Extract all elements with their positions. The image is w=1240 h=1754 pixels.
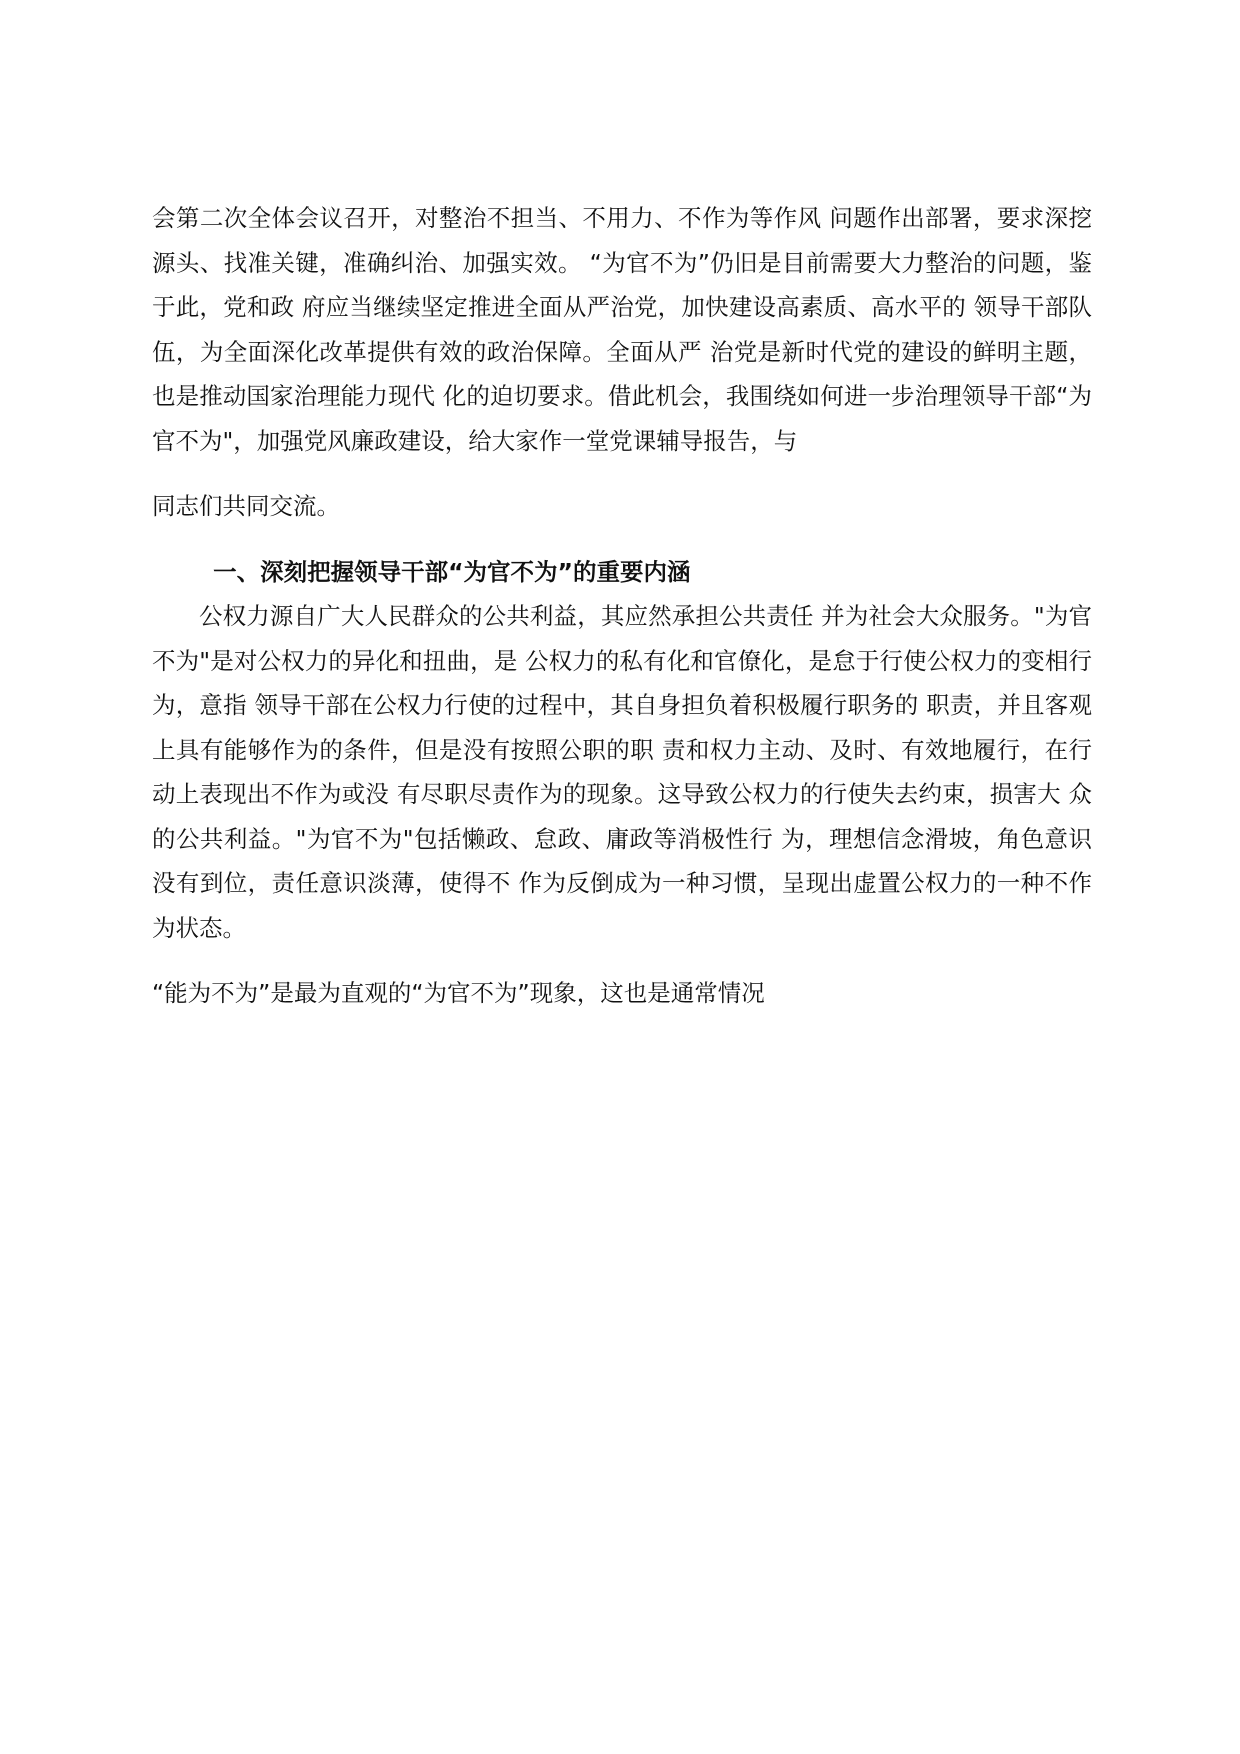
paragraph-intro: 会第二次全体会议召开，对整治不担当、不用力、不作为等作风 问题作出部署，要求深挖源头、找准关键，准确纠治、加强实效。 “为官不为”仍旧是目前需要大力整治的问题，鉴于此，党和政 府应当继续坚定推进全面从严治党，加快建设高素质、高水平的 领导干部队伍，为全面深化改革提供有效的政治保障。全面从严 治党是新时代党的建设的鲜明主题，也是推动国家治理能力现代 化的迫切要求。借此机会，我围绕如何进一步治理领导干部“为 官不为"，加强党风廉政建设，给大家作一堂党课辅导报告，与 (152, 204, 1093, 455)
paragraph-definition: 公权力源自广大人民群众的公共利益，其应然承担公共责任 并为社会大众服务。"为官不为"是对公权力的异化和扭曲，是 公权力的私有化和官僚化，是怠于行使公权力的变相行为，意指 领导干部在公权力行使的过程中，其自身担负着积极履行职务的 职责，并且客观上具有能够作为的条件，但是没有按照公职的职 责和权力主动、及时、有效地履行，在行动上表现出不作为或没 有尽职尽责作为的现象。这导致公权力的行使失去约束，损害大 众的公共利益。"为官不为"包括懒政、怠政、庸政等消极性行 为，理想信念滑坡，角色意识没有到位，责任意识淡薄，使得不 作为反倒成为一种习惯，呈现出虚置公权力的一种不作为状态。 (152, 602, 1093, 942)
section-heading: 一、深刻把握领导干部“为官不为”的重要内涵 (213, 557, 691, 586)
paragraph-intro-continuation: 同志们共同交流。 (152, 492, 340, 520)
paragraph-last-line: “能为不为”是最为直观的“为官不为”现象，这也是通常情况 (152, 979, 765, 1007)
document-body (152, 196, 1092, 1016)
